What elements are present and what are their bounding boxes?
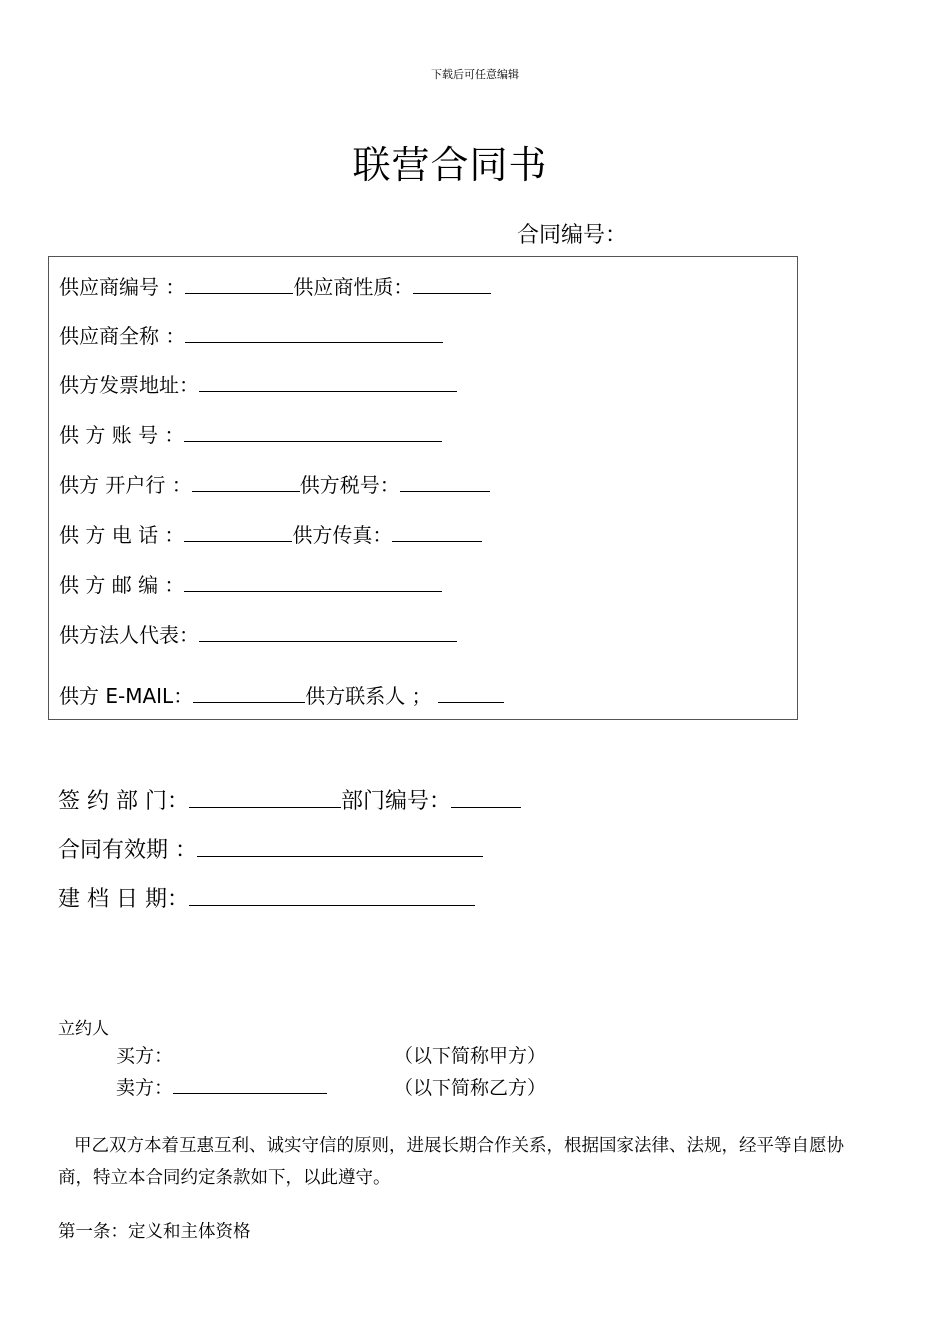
contract-validity-label: 合同有效期 ： [58, 838, 197, 863]
buyer-aside: （以下简称甲方） [394, 1045, 547, 1067]
filing-date-row [58, 882, 475, 913]
contract-number-label: 合同编号： [517, 223, 628, 248]
document-title: 联营合同书 [352, 143, 548, 187]
fax-blank[interactable] [392, 523, 482, 542]
postcode-label: 供 方 邮 编 ： [59, 573, 185, 597]
postcode-row [59, 573, 442, 597]
filing-date-blank[interactable] [189, 885, 475, 906]
contact-label: 供方联系人 ； [305, 684, 432, 708]
phone-row [59, 523, 482, 547]
tax-no-label: 供方税号： [299, 473, 400, 497]
supplier-code-row [59, 275, 491, 299]
signing-department-blank[interactable] [189, 787, 341, 808]
signing-department-row [58, 784, 521, 815]
legal-rep-row [59, 623, 457, 647]
supplier-nature-blank[interactable] [413, 275, 491, 294]
supplier-info-box [48, 256, 798, 720]
seller-label: 卖方： [116, 1077, 174, 1099]
contact-blank[interactable] [438, 684, 504, 703]
bank-label: 供方 开户行 ： [59, 473, 192, 497]
supplier-full-name-blank[interactable] [185, 324, 443, 343]
email-blank[interactable] [193, 684, 305, 703]
signing-department-label: 签 约 部 门： [58, 789, 189, 814]
clause-one-heading: 第一条：定义和主体资格 [58, 1222, 251, 1242]
account-label: 供 方 账 号 ： [59, 423, 185, 447]
tax-no-blank[interactable] [400, 473, 490, 492]
seller-blank[interactable] [173, 1075, 327, 1094]
email-label: 供方 E-MAIL： [59, 684, 194, 708]
seller-row [116, 1073, 547, 1100]
invoice-address-blank[interactable] [199, 373, 457, 392]
legal-rep-label: 供方法人代表： [59, 623, 199, 647]
invoice-address-row [59, 373, 457, 397]
header-note: 下载后可任意编辑 [431, 68, 519, 81]
supplier-full-name-label: 供应商全称 ： [59, 324, 186, 348]
buyer-label: 买方： [116, 1045, 174, 1067]
buyer-row [116, 1041, 547, 1068]
invoice-address-label: 供方发票地址： [59, 373, 199, 397]
bank-blank[interactable] [192, 473, 300, 492]
supplier-full-name-row [59, 324, 443, 348]
postcode-blank[interactable] [184, 573, 442, 592]
contract-validity-row [58, 833, 483, 864]
supplier-code-blank[interactable] [185, 275, 293, 294]
phone-label: 供 方 电 话 ： [59, 523, 185, 547]
supplier-code-label: 供应商编号 ： [59, 275, 186, 299]
bank-row [59, 473, 490, 497]
parties-label: 立约人 [58, 1019, 109, 1039]
fax-label: 供方传真： [292, 523, 393, 547]
filing-date-label: 建 档 日 期： [58, 887, 189, 912]
seller-aside: （以下简称乙方） [394, 1077, 547, 1099]
intro-paragraph: 甲乙双方本着互惠互利、诚实守信的原则，进展长期合作关系，根据国家法律、法规，经平等自愿协商，特立本合同约定条款如下，以此遵守。 [58, 1136, 844, 1188]
account-row [59, 423, 442, 447]
supplier-nature-label: 供应商性质： [293, 275, 414, 299]
account-blank[interactable] [184, 423, 442, 442]
department-no-blank[interactable] [451, 787, 521, 808]
department-no-label: 部门编号： [340, 789, 451, 814]
email-row [59, 684, 504, 708]
contract-validity-blank[interactable] [197, 836, 483, 857]
phone-blank[interactable] [184, 523, 292, 542]
legal-rep-blank[interactable] [199, 623, 457, 642]
